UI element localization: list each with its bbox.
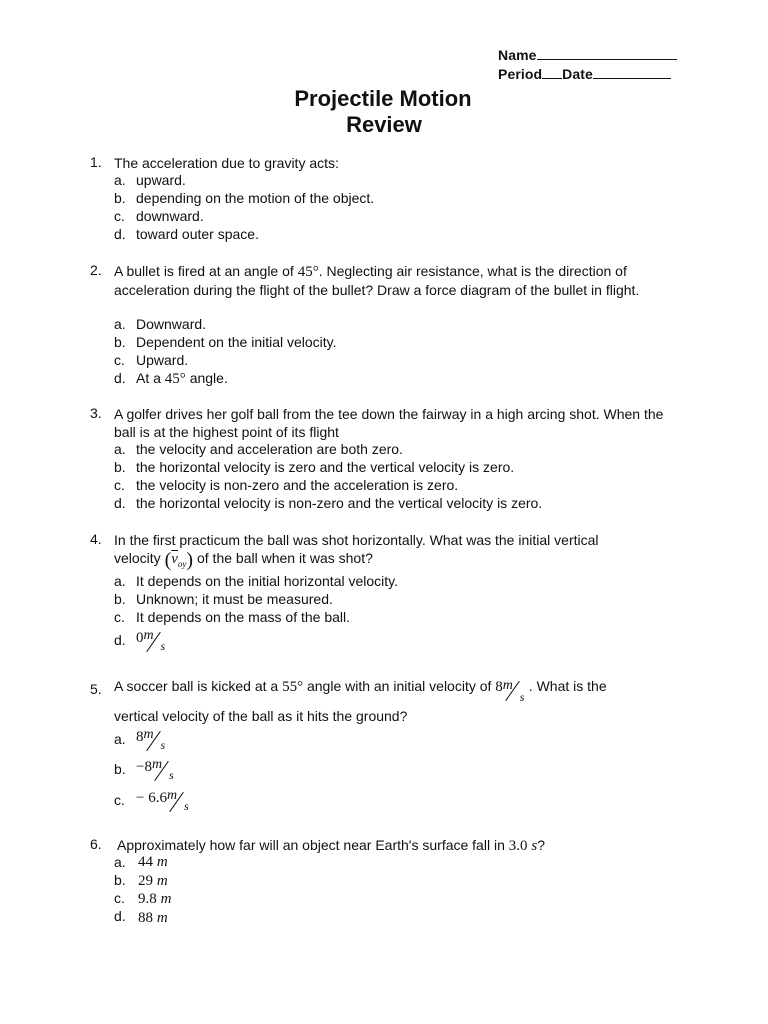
time-value: 3.0 xyxy=(508,838,528,854)
question-text-part: of the ball when it was shot? xyxy=(196,550,373,566)
speed-value: 8 xyxy=(495,679,503,695)
option-text xyxy=(138,890,171,908)
option-letter: c. xyxy=(114,890,125,906)
option-letter: c. xyxy=(114,352,125,368)
option-text: the velocity and acceleration are both zero. xyxy=(136,441,403,457)
option-text-part: angle. xyxy=(189,370,228,386)
option-text: It depends on the mass of the ball. xyxy=(136,609,351,625)
unit-fraction xyxy=(152,757,178,783)
option-text: Downward. xyxy=(136,316,207,332)
math-value: − 6.6 xyxy=(136,790,167,806)
option-text xyxy=(136,370,228,388)
question-text-part: velocity xyxy=(114,550,161,566)
option-text: Dependent on the initial velocity. xyxy=(136,334,337,350)
unit-numerator: m xyxy=(151,757,163,772)
option-letter: a. xyxy=(114,854,126,870)
question-number: 4. xyxy=(90,531,102,547)
option-letter: b. xyxy=(114,872,126,888)
question-text: In the first practicum the ball was shot horizontally. What was the initial vertical xyxy=(114,532,599,548)
question-text xyxy=(117,836,677,855)
math-value: 8 xyxy=(136,729,144,745)
unit-numerator: m xyxy=(143,628,154,643)
math-value: −8 xyxy=(136,759,152,775)
unit-denominator: s xyxy=(183,799,189,813)
option-letter: b. xyxy=(114,459,126,475)
question-text: The acceleration due to gravity acts: xyxy=(114,155,339,171)
unit-numerator: m xyxy=(143,727,154,742)
option-letter: b. xyxy=(114,761,126,777)
option-letter: a. xyxy=(114,573,126,589)
period-date-field xyxy=(498,66,671,82)
option-text-part: At a xyxy=(136,370,161,386)
unit-denominator: s xyxy=(519,690,525,704)
period-blank xyxy=(542,66,562,79)
math-value: 88 xyxy=(138,910,153,926)
date-label: Date xyxy=(562,66,593,82)
option-letter: a. xyxy=(114,731,126,747)
velocity-symbol: $\overline{v}$ xyxy=(171,551,178,567)
question-text-line2: vertical velocity of the ball as it hits the ground? xyxy=(114,708,408,724)
option-letter: a. xyxy=(114,316,126,332)
option-letter: d. xyxy=(114,226,126,242)
option-letter: c. xyxy=(114,609,125,625)
option-letter: d. xyxy=(114,370,126,386)
option-letter: a. xyxy=(114,441,126,457)
question-text xyxy=(114,677,714,703)
angle-value: 55° xyxy=(282,679,304,695)
angle-value: 45° xyxy=(164,371,186,387)
option-text xyxy=(136,757,178,783)
option-text: the velocity is non-zero and the acceleration is zero. xyxy=(136,477,459,493)
question-number: 3. xyxy=(90,405,102,421)
question-text-part: Approximately how far will an object near Earth's surface fall in xyxy=(117,837,505,853)
question-number: 1. xyxy=(90,154,102,170)
option-letter: b. xyxy=(114,190,126,206)
option-text: the horizontal velocity is non-zero and the vertical velocity is zero. xyxy=(136,495,543,511)
option-letter: a. xyxy=(114,172,126,188)
paren-close: ) xyxy=(186,549,194,571)
question-text-part: A bullet is fired at an angle of xyxy=(114,263,294,279)
option-text: toward outer space. xyxy=(136,226,259,242)
option-letter: d. xyxy=(114,908,126,924)
option-text: upward. xyxy=(136,172,186,188)
option-text xyxy=(138,909,168,927)
velocity-subscript: oy xyxy=(177,558,187,569)
option-text xyxy=(136,727,170,753)
option-letter: c. xyxy=(114,477,125,493)
question-text-part: A soccer ball is kicked at a xyxy=(114,678,279,694)
unit-fraction xyxy=(144,727,170,753)
page-title: Projectile Motion xyxy=(294,86,472,111)
unit-denominator: s xyxy=(160,639,166,653)
math-value: 9.8 xyxy=(138,891,157,907)
time-unit: s xyxy=(531,838,538,854)
option-text xyxy=(136,788,193,814)
option-text: Unknown; it must be measured. xyxy=(136,591,333,607)
name-blank xyxy=(537,47,677,60)
option-text: It depends on the initial horizontal velocity. xyxy=(136,573,399,589)
question-text-part: ? xyxy=(537,837,546,853)
option-text: downward. xyxy=(136,208,204,224)
question-text-line2 xyxy=(114,547,674,575)
question-text-part: angle with an initial velocity of xyxy=(306,678,492,694)
period-label: Period xyxy=(498,66,543,82)
question-text: A golfer drives her golf ball from the tee down the fairway in a high arcing shot. When the ball is at the highest point of its flight xyxy=(114,406,664,440)
option-text xyxy=(136,628,170,654)
question-text-part: . Neglecting air resistance, what is the direction of acceleration during the flight of the bullet? Draw a force diagram of the bullet in flight. xyxy=(114,263,640,298)
unit-fraction xyxy=(167,788,193,814)
name-label: Name xyxy=(498,47,537,63)
option-letter: d. xyxy=(114,632,126,648)
question-text xyxy=(114,262,674,299)
unit-denominator: s xyxy=(160,738,166,752)
question-number: 5. xyxy=(90,681,102,697)
option-letter: c. xyxy=(114,792,125,808)
unit-denominator: s xyxy=(168,768,174,782)
option-text: Upward. xyxy=(136,352,189,368)
unit-numerator: m xyxy=(502,678,513,693)
question-text-part: . What is the xyxy=(528,678,607,694)
question-number: 2. xyxy=(90,262,102,278)
option-text: depending on the motion of the object. xyxy=(136,190,375,206)
option-letter: b. xyxy=(114,591,126,607)
question-number: 6. xyxy=(90,836,102,852)
option-text xyxy=(138,872,168,890)
math-value: 29 xyxy=(138,873,153,889)
unit: m xyxy=(160,891,172,907)
name-field xyxy=(498,47,677,63)
math-value: 44 xyxy=(138,854,153,870)
option-text xyxy=(138,853,168,871)
unit: m xyxy=(156,854,168,870)
angle-value: 45° xyxy=(297,264,319,280)
paren-open: ( xyxy=(164,549,172,571)
unit-fraction xyxy=(144,628,170,654)
page-subtitle: Review xyxy=(346,112,422,137)
unit-numerator: m xyxy=(166,788,178,803)
option-letter: c. xyxy=(114,208,125,224)
unit: m xyxy=(156,873,168,889)
date-blank xyxy=(593,66,671,79)
unit: m xyxy=(156,910,168,926)
math-value: 0 xyxy=(136,630,144,646)
option-letter: d. xyxy=(114,495,126,511)
option-letter: b. xyxy=(114,334,126,350)
unit-fraction xyxy=(503,677,529,703)
option-text: the horizontal velocity is zero and the vertical velocity is zero. xyxy=(136,459,515,475)
